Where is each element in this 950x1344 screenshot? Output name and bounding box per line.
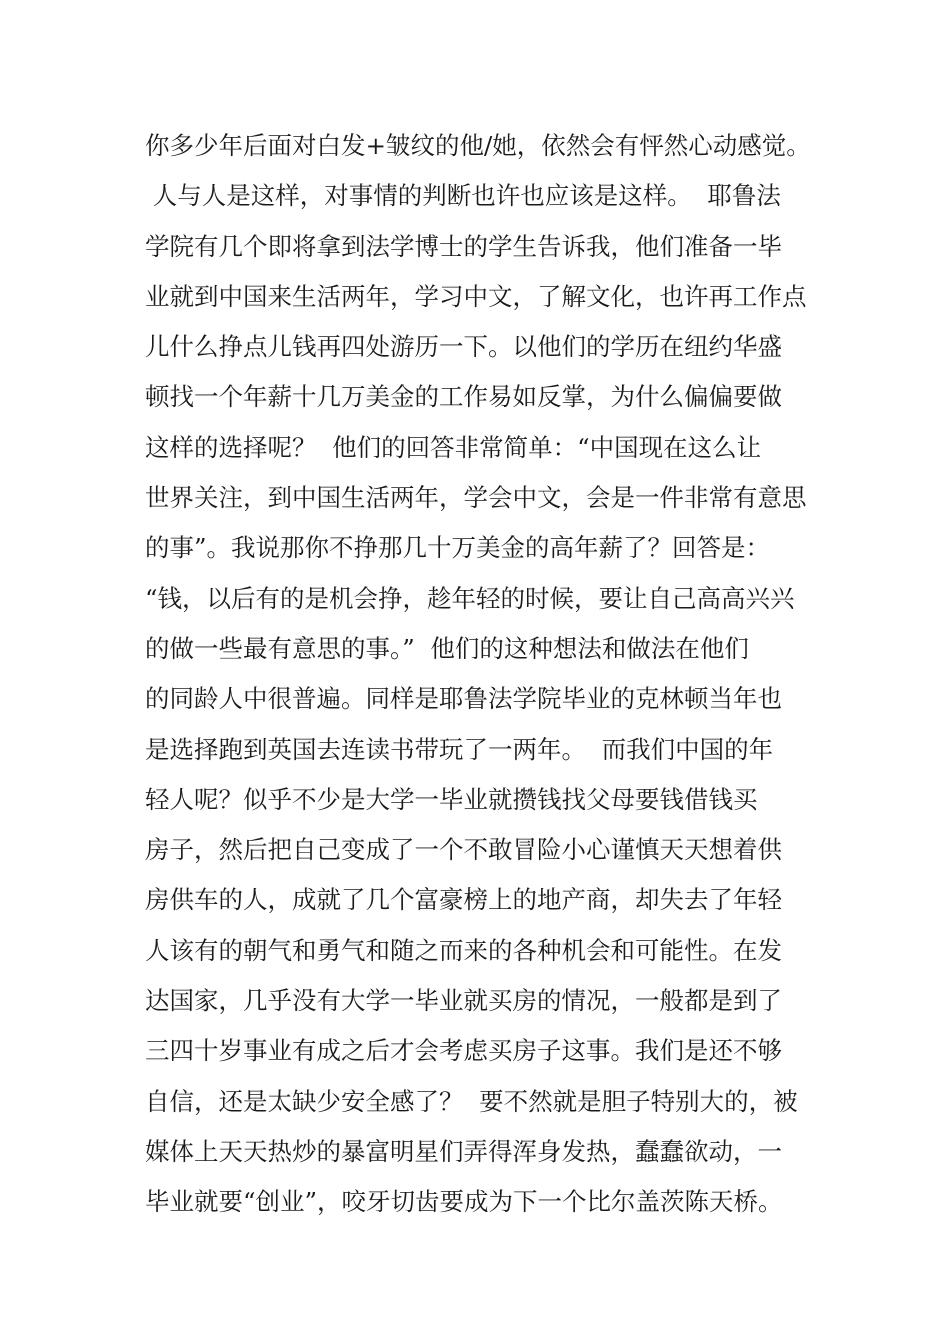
text-line: 世界关注，到中国生活两年，学会中文，会是一件非常有意思 (145, 483, 807, 513)
text-line: 人该有的朝气和勇气和随之而来的各种机会和可能性。在发 (145, 935, 782, 965)
text-line: 儿什么挣点儿钱再四处游历一下。以他们的学历在纽约华盛 (145, 332, 782, 362)
text-line: 的做一些最有意思的事。” 他们的这种想法和做法在他们 (145, 633, 749, 663)
text-line: 人与人是这样，对事情的判断也许也应该是这样。 耶鲁法 (145, 181, 781, 211)
text-line: 轻人呢？似乎不少是大学一毕业就攒钱找父母要钱借钱买 (145, 784, 758, 814)
text-line: “钱，以后有的是机会挣，趁年轻的时候，要让自己高高兴兴 (145, 583, 795, 613)
text-line: 学院有几个即将拿到法学博士的学生告诉我，他们准备一毕 (145, 231, 782, 261)
text-line: 业就到中国来生活两年，学习中文，了解文化，也许再工作点 (145, 281, 807, 311)
text-line: 三四十岁事业有成之后才会考虑买房子这事。我们是还不够 (145, 1036, 782, 1066)
text-line: 毕业就要“创业”，咬牙切齿要成为下一个比尔盖茨陈天桥。 (145, 1187, 783, 1217)
text-line: 的同龄人中很普遍。同样是耶鲁法学院毕业的克林顿当年也 (145, 684, 782, 714)
text-line: 达国家，几乎没有大学一毕业就买房的情况，一般都是到了 (145, 986, 782, 1016)
text-line: 房子，然后把自己变成了一个不敢冒险小心谨慎天天想着供 (145, 835, 782, 865)
text-line: 这样的选择呢？ 他们的回答非常简单：“中国现在这么让 (145, 432, 762, 462)
text-line: 房供车的人，成就了几个富豪榜上的地产商，却失去了年轻 (145, 885, 782, 915)
text-line: 媒体上天天热炒的暴富明星们弄得浑身发热，蠢蠢欲动，一 (145, 1136, 782, 1166)
text-line: 你多少年后面对白发+皱纹的他/她，依然会有怦然心动感觉。 (145, 131, 811, 160)
text-line: 是选择跑到英国去连读书带玩了一两年。 而我们中国的年 (145, 734, 774, 764)
text-line: 的事”。我说那你不挣那几十万美金的高年薪了？回答是： (145, 533, 771, 563)
text-line: 顿找一个年薪十几万美金的工作易如反掌，为什么偏偏要做 (145, 382, 782, 412)
text-line: 自信，还是太缺少安全感了？ 要不然就是胆子特别大的，被 (145, 1086, 798, 1116)
body-text (145, 121, 825, 1228)
